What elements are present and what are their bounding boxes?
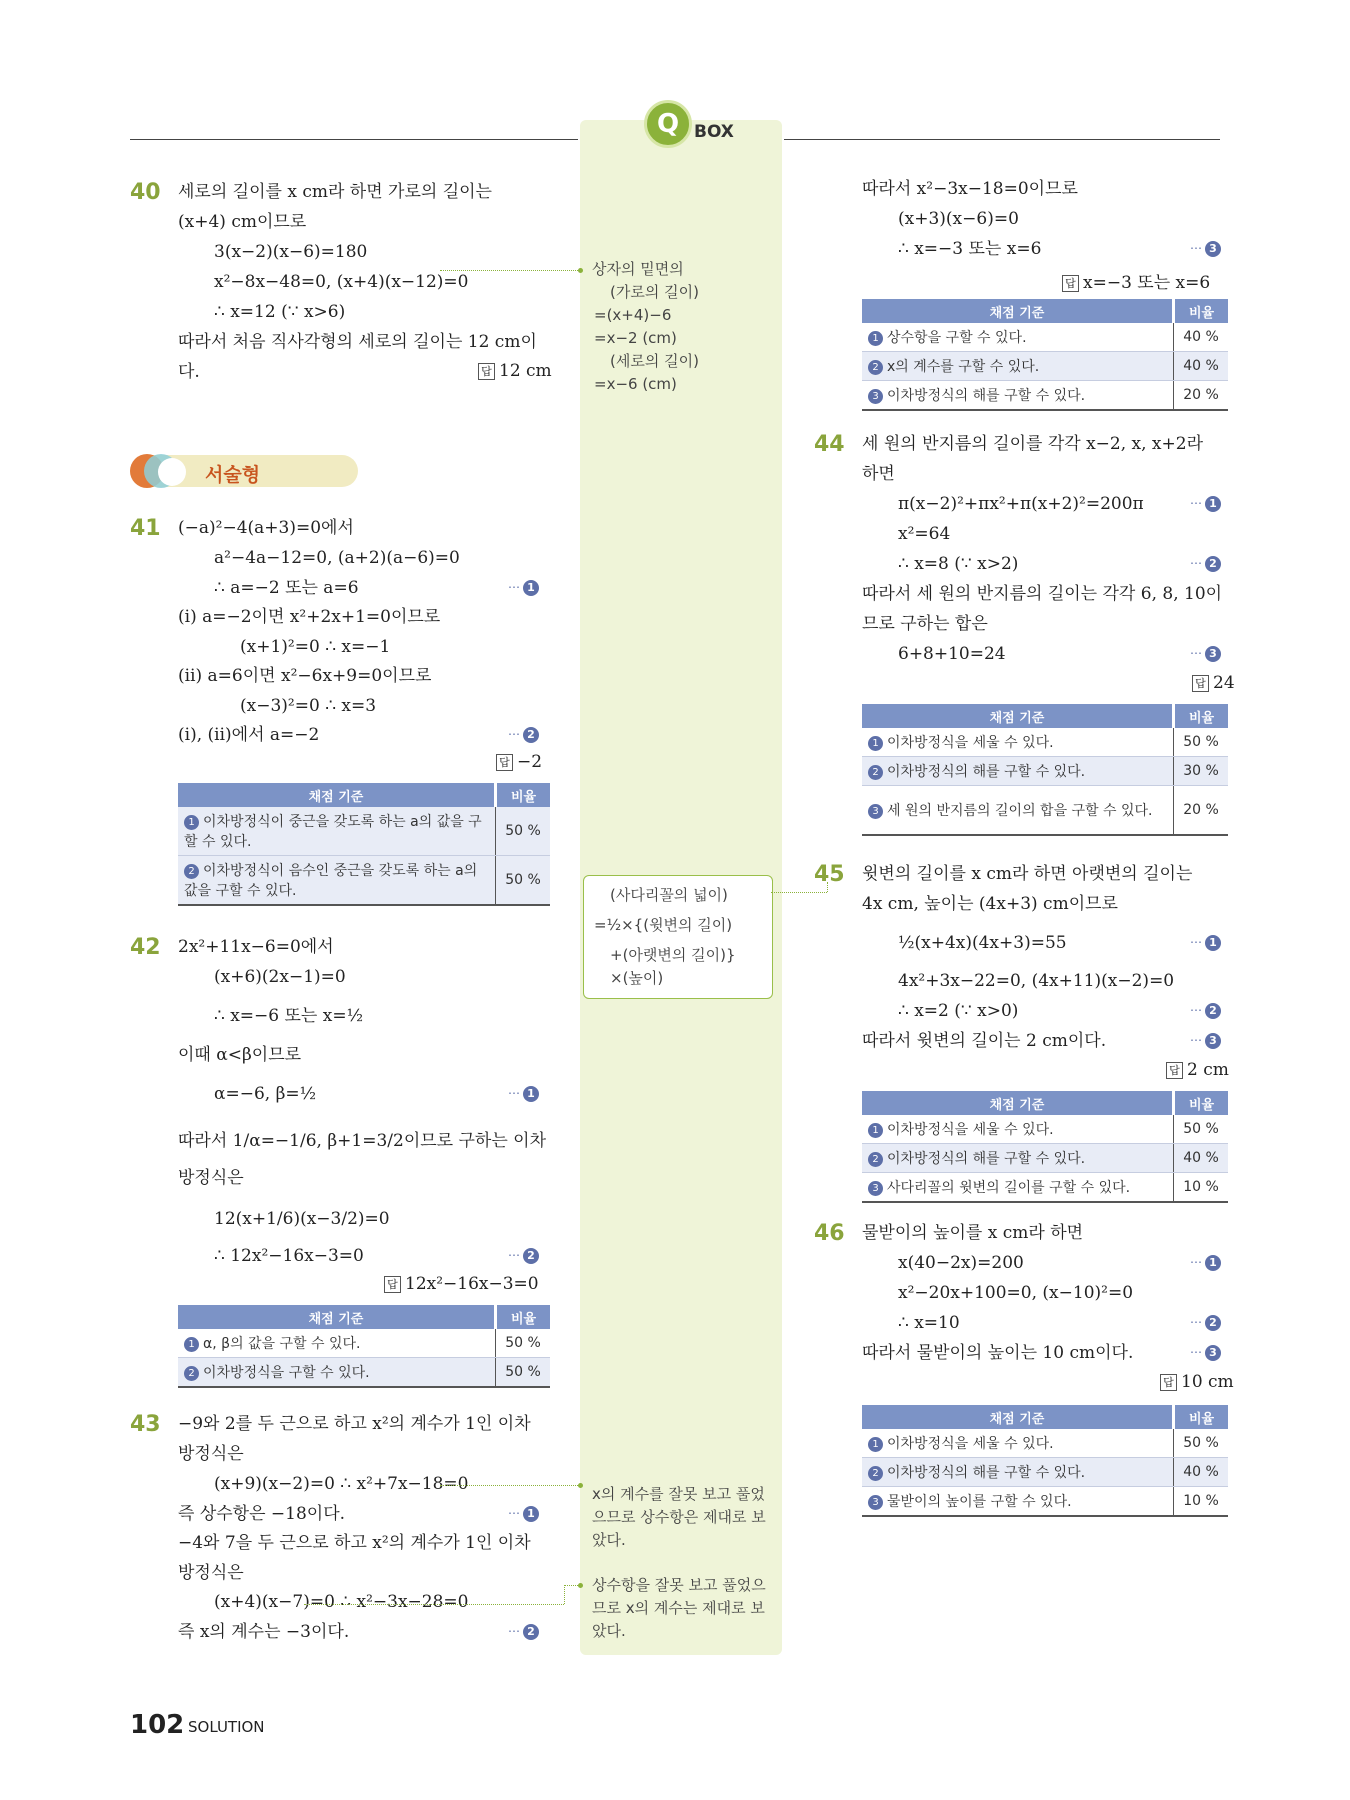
p43-line: −4와 7을 두 근으로 하고 x²의 계수가 1인 이차 (178, 1533, 531, 1553)
table-head: 채점 기준 (862, 1405, 1174, 1429)
p40-line: x²−8x−48=0, (x+4)(x−12)=0 (214, 272, 469, 292)
p46-answer-text: 10 cm (1181, 1372, 1234, 1392)
qbox-note2: (사다리꼴의 넓이) (610, 886, 728, 904)
table-cell: 3 사다리꼴의 윗변의 길이를 구할 수 있다. (862, 1173, 1174, 1203)
p42-line: α=−6, β=½ (214, 1084, 317, 1104)
qbox-logo-text: BOX (694, 122, 734, 142)
p40-answer (478, 361, 552, 381)
p46-grading-table (862, 1405, 1228, 1517)
connector-line (440, 270, 580, 271)
p43-line: (x+4)(x−7)=0 ∴ x²−3x−28=0 (214, 1592, 469, 1612)
answer-box-icon: 답 (478, 363, 495, 380)
table-cell: 3 이차방정식의 해를 구할 수 있다. (862, 381, 1174, 411)
connector-dot (578, 268, 583, 273)
table-head: 비율 (496, 783, 551, 807)
qbox-note3: 으므로 상수항은 제대로 보 (592, 1508, 766, 1526)
section-title: 서술형 (205, 464, 261, 486)
qbox-note3: 았다. (592, 1531, 626, 1549)
problem-number-40: 40 (130, 180, 161, 205)
p45-line: 4x cm, 높이는 (4x+3) cm이므로 (862, 894, 1118, 914)
p44-answer (1192, 673, 1235, 693)
marker-2: ⋯ 2 (1190, 1315, 1221, 1331)
connector-line (304, 1604, 564, 1605)
marker-3: ⋯ 3 (1190, 1345, 1221, 1361)
p41-line: (−a)²−4(a+3)=0에서 (178, 518, 354, 538)
table-cell: 1 이차방정식을 세울 수 있다. (862, 728, 1174, 757)
table-ratio: 20 % (1174, 786, 1229, 836)
p42-line: 방정식은 (178, 1168, 244, 1188)
p42-line: (x+6)(2x−1)=0 (214, 967, 346, 987)
p40-line: 3(x−2)(x−6)=180 (214, 242, 368, 262)
p46-line: 물받이의 높이를 x cm라 하면 (862, 1223, 1084, 1243)
table-cell: 1 이차방정식을 세울 수 있다. (862, 1429, 1174, 1458)
p40-line: 세로의 길이를 x cm라 하면 가로의 길이는 (178, 182, 492, 202)
p44-grading-table (862, 704, 1228, 836)
top-rule-left (130, 139, 578, 140)
connector-dot (578, 1483, 583, 1488)
p40-line: 따라서 처음 직사각형의 세로의 길이는 12 cm이 (178, 332, 537, 352)
p42-grading-table (178, 1305, 550, 1388)
qbox-note1: (세로의 길이) (610, 352, 699, 370)
p43-line: 즉 x의 계수는 −3이다. (178, 1622, 350, 1642)
table-head: 채점 기준 (862, 704, 1174, 728)
marker-1: ⋯ 1 (508, 1506, 539, 1522)
marker-3: ⋯ 3 (1190, 646, 1221, 662)
p42-line: 12(x+1/6)(x−3/2)=0 (214, 1209, 390, 1229)
qbox-note4: 았다. (592, 1622, 626, 1640)
top-rule-right (784, 139, 1220, 140)
p44-answer-text: 24 (1213, 673, 1235, 693)
p45-answer (1166, 1060, 1229, 1080)
p43-line: 방정식은 (178, 1444, 244, 1464)
qbox-note2: +(아랫변의 길이)} (610, 946, 736, 964)
qbox-note1: 상자의 밑면의 (592, 260, 684, 278)
p44-line: x²=64 (898, 524, 951, 544)
table-cell: 2 이차방정식이 음수인 중근을 갖도록 하는 a의 값을 구할 수 있다. (178, 856, 496, 906)
p43b-line: ∴ x=−3 또는 x=6 (898, 239, 1042, 259)
p43-answer (1062, 268, 1210, 293)
p44-line: 6+8+10=24 (898, 644, 1006, 664)
table-cell: 2 이차방정식을 구할 수 있다. (178, 1358, 496, 1388)
table-ratio: 50 % (496, 856, 551, 906)
table-ratio: 50 % (496, 807, 551, 856)
p41-line: (ⅱ) a=6이면 x²−6x+9=0이므로 (178, 666, 432, 686)
table-ratio: 40 % (1174, 352, 1229, 381)
table-head: 채점 기준 (178, 1305, 496, 1329)
table-ratio: 40 % (1174, 1458, 1229, 1487)
marker-2: ⋯ 2 (508, 1248, 539, 1264)
table-ratio: 50 % (496, 1329, 551, 1358)
answer-box-icon: 답 (1160, 1374, 1177, 1391)
p41-line: ∴ a=−2 또는 a=6 (214, 578, 359, 598)
p45-line: 따라서 윗변의 길이는 2 cm이다. (862, 1031, 1107, 1051)
marker-1: ⋯ 1 (1190, 1255, 1221, 1271)
p42-line: ∴ 12x²−16x−3=0 (214, 1246, 364, 1266)
p46-answer (1160, 1372, 1234, 1392)
p40-line: ∴ x=12 (∵ x>6) (214, 302, 346, 322)
table-ratio: 30 % (1174, 757, 1229, 786)
table-cell: 1 α, β의 값을 구할 수 있다. (178, 1329, 496, 1358)
p41-line: (ⅰ) a=−2이면 x²+2x+1=0이므로 (178, 607, 441, 627)
qbox-logo-icon: Q (644, 100, 692, 148)
answer-box-icon: 답 (496, 754, 513, 771)
table-ratio: 10 % (1174, 1173, 1229, 1203)
p41-line: (x−3)²=0 ∴ x=3 (240, 696, 377, 716)
marker-3: ⋯ 3 (1190, 1033, 1221, 1049)
table-cell: 3 세 원의 반지름의 길이의 합을 구할 수 있다. (862, 786, 1174, 836)
connector-line (564, 1585, 565, 1604)
table-cell: 2 이차방정식의 해를 구할 수 있다. (862, 1144, 1174, 1173)
p46-line: x²−20x+100=0, (x−10)²=0 (898, 1283, 1134, 1303)
table-cell: 2 이차방정식의 해를 구할 수 있다. (862, 757, 1174, 786)
p45-answer-text: 2 cm (1187, 1060, 1229, 1080)
p45-line: 윗변의 길이를 x cm라 하면 아랫변의 길이는 (862, 864, 1193, 884)
p43-answer-text: x=−3 또는 x=6 (1083, 273, 1211, 293)
table-head: 비율 (1174, 1091, 1229, 1115)
p42-line: 이때 α<β이므로 (178, 1045, 302, 1065)
table-ratio: 50 % (1174, 728, 1229, 757)
problem-number-45: 45 (814, 862, 845, 887)
p43-line: (x+9)(x−2)=0 ∴ x²+7x−18=0 (214, 1474, 469, 1494)
marker-1: ⋯ 1 (508, 580, 539, 596)
marker-2: ⋯ 2 (508, 1624, 539, 1640)
p45-line: ∴ x=2 (∵ x>0) (898, 1001, 1019, 1021)
p40-line: (x+4) cm이므로 (178, 212, 307, 232)
p40-line: 다. (178, 362, 200, 382)
p46-line: 따라서 물받이의 높이는 10 cm이다. (862, 1343, 1134, 1363)
footer-label: SOLUTION (188, 1718, 265, 1736)
table-head: 비율 (1174, 299, 1229, 323)
table-cell: 1 이차방정식이 중근을 갖도록 하는 a의 값을 구할 수 있다. (178, 807, 496, 856)
table-ratio: 40 % (1174, 1144, 1229, 1173)
p45-line: 4x²+3x−22=0, (4x+11)(x−2)=0 (898, 971, 1175, 991)
p43b-line: (x+3)(x−6)=0 (898, 209, 1019, 229)
connector-dot (578, 1583, 583, 1588)
p44-line: 세 원의 반지름의 길이를 각각 x−2, x, x+2라 (862, 434, 1204, 454)
table-ratio: 40 % (1174, 323, 1229, 352)
qbox-note2: ×(높이) (610, 969, 664, 987)
p46-line: x(40−2x)=200 (898, 1253, 1024, 1273)
p42-answer (384, 1274, 539, 1294)
qbox-note4: 므로 x의 계수는 제대로 보 (592, 1599, 765, 1617)
p42-answer-text: 12x²−16x−3=0 (405, 1274, 539, 1294)
p46-line: ∴ x=10 (898, 1313, 960, 1333)
p42-line: 2x²+11x−6=0에서 (178, 937, 334, 957)
table-ratio: 50 % (1174, 1429, 1229, 1458)
table-ratio: 20 % (1174, 381, 1229, 411)
answer-box-icon: 답 (1166, 1062, 1183, 1079)
p43-line: −9와 2를 두 근으로 하고 x²의 계수가 1인 이차 (178, 1414, 531, 1434)
table-head: 채점 기준 (862, 1091, 1174, 1115)
answer-box-icon: 답 (384, 1276, 401, 1293)
problem-number-42: 42 (130, 935, 161, 960)
answer-box-icon: 답 (1062, 275, 1079, 292)
table-head: 비율 (1174, 704, 1229, 728)
qbox-note4: 상수항을 잘못 보고 풀었으 (592, 1576, 766, 1594)
p41-line: (ⅰ), (ⅱ)에서 a=−2 (178, 725, 320, 745)
table-head: 채점 기준 (178, 783, 496, 807)
table-head: 비율 (1174, 1405, 1229, 1429)
problem-number-44: 44 (814, 432, 845, 457)
marker-2: ⋯ 2 (1190, 1003, 1221, 1019)
problem-number-46: 46 (814, 1221, 845, 1246)
p44-line: 하면 (862, 464, 895, 484)
p44-line: π(x−2)²+πx²+π(x+2)²=200π (898, 494, 1144, 514)
p41-answer-text: −2 (517, 752, 543, 772)
qbox-note1: =x−2 (cm) (594, 329, 677, 347)
connector-line (440, 1485, 580, 1486)
p43-grading-table (862, 299, 1228, 411)
table-ratio: 50 % (1174, 1115, 1229, 1144)
marker-3: ⋯ 3 (1190, 241, 1221, 257)
answer-box-icon: 답 (1192, 675, 1209, 692)
p44-line: 므로 구하는 합은 (862, 614, 988, 634)
marker-1: ⋯ 1 (1190, 935, 1221, 951)
table-head: 채점 기준 (862, 299, 1174, 323)
p43-line: 즉 상수항은 −18이다. (178, 1504, 346, 1524)
marker-2: ⋯ 2 (508, 727, 539, 743)
page-number: 102 (130, 1710, 185, 1740)
connector-line (771, 892, 827, 893)
table-ratio: 50 % (496, 1358, 551, 1388)
p45-grading-table (862, 1091, 1228, 1203)
p41-grading-table (178, 783, 550, 906)
p43-line: 방정식은 (178, 1563, 244, 1583)
p41-line: a²−4a−12=0, (a+2)(a−6)=0 (214, 548, 460, 568)
p40-answer-text: 12 cm (499, 361, 552, 381)
qbox-note1: =(x+4)−6 (594, 306, 672, 324)
qbox-note2: =½×{(윗변의 길이) (594, 916, 733, 934)
p44-line: 따라서 세 원의 반지름의 길이는 각각 6, 8, 10이 (862, 584, 1223, 604)
section-badge-icon (158, 458, 186, 486)
table-cell: 2 x의 계수를 구할 수 있다. (862, 352, 1174, 381)
p41-line: (x+1)²=0 ∴ x=−1 (240, 637, 391, 657)
p45-line: ½(x+4x)(4x+3)=55 (898, 933, 1067, 953)
marker-2: ⋯ 2 (1190, 556, 1221, 572)
p41-answer (496, 752, 542, 772)
problem-number-43: 43 (130, 1412, 161, 1437)
table-cell: 2 이차방정식의 해를 구할 수 있다. (862, 1458, 1174, 1487)
table-cell: 1 이차방정식을 세울 수 있다. (862, 1115, 1174, 1144)
qbox-note1: =x−6 (cm) (594, 375, 677, 393)
marker-1: ⋯ 1 (508, 1086, 539, 1102)
marker-1: ⋯ 1 (1190, 496, 1221, 512)
p42-line: 따라서 1/α=−1/6, β+1=3/2이므로 구하는 이차 (178, 1131, 547, 1151)
problem-number-41: 41 (130, 516, 161, 541)
table-cell: 1 상수항을 구할 수 있다. (862, 323, 1174, 352)
table-ratio: 10 % (1174, 1487, 1229, 1517)
table-head: 비율 (496, 1305, 551, 1329)
p44-line: ∴ x=8 (∵ x>2) (898, 554, 1019, 574)
qbox-note1: (가로의 길이) (610, 283, 699, 301)
p42-line: ∴ x=−6 또는 x=½ (214, 1006, 364, 1026)
qbox-note3: x의 계수를 잘못 보고 풀었 (592, 1485, 765, 1503)
p43b-line: 따라서 x²−3x−18=0이므로 (862, 179, 1078, 199)
table-cell: 3 물받이의 높이를 구할 수 있다. (862, 1487, 1174, 1517)
